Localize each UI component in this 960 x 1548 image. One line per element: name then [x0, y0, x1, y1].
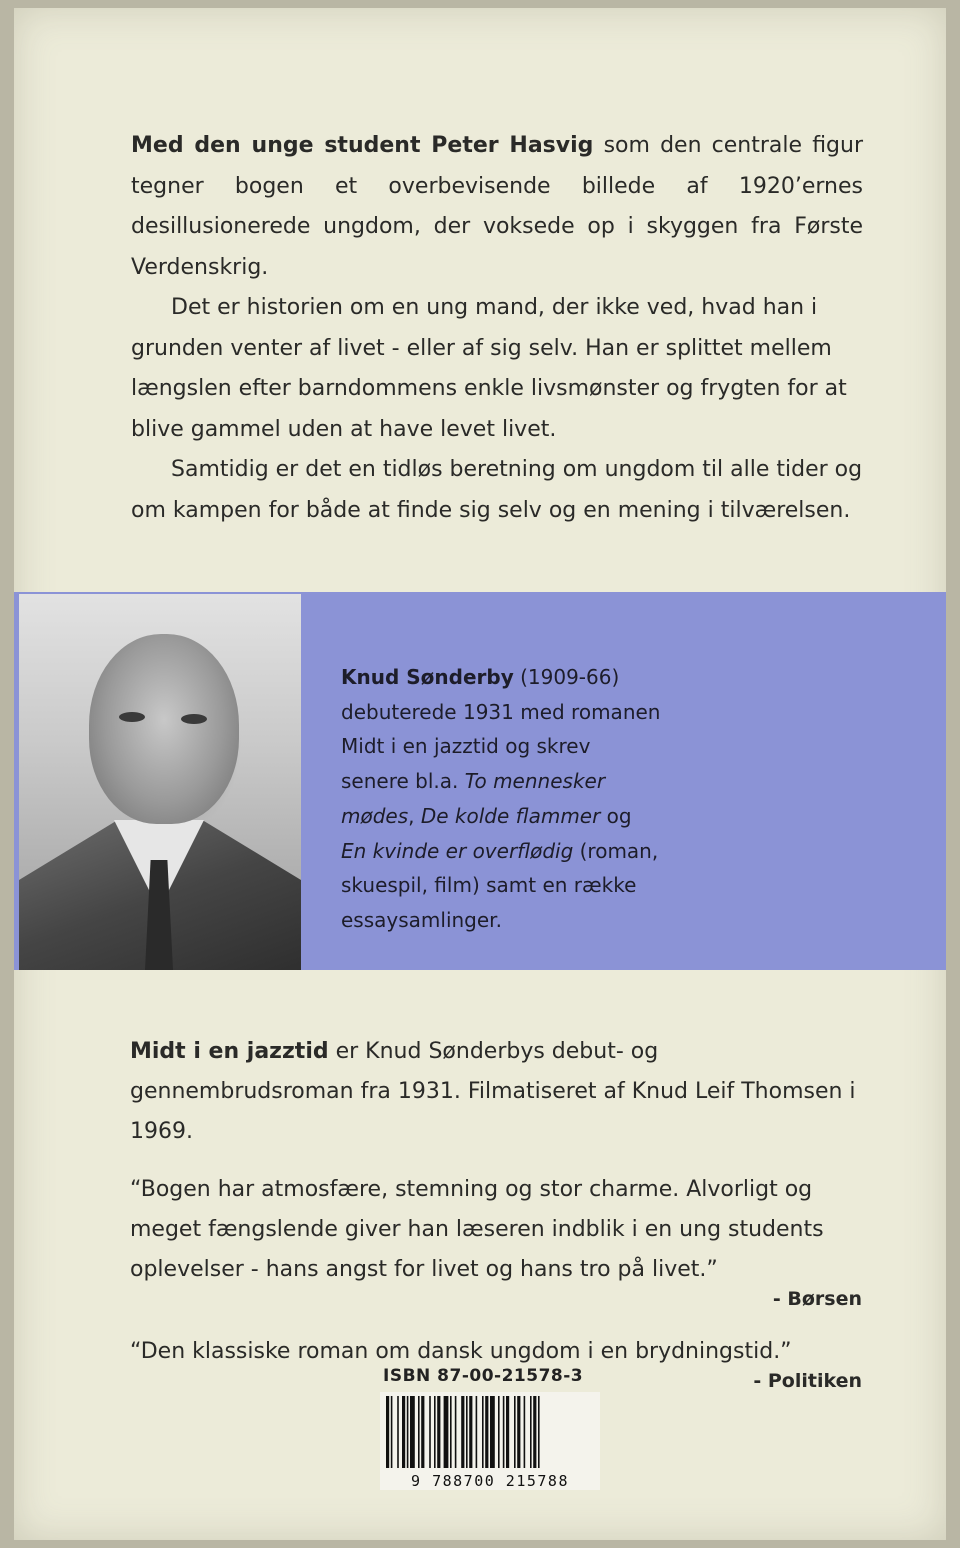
barcode-bar [533, 1396, 536, 1468]
photo-eye-right [181, 714, 207, 724]
photo-face [89, 634, 239, 824]
author-sep-2: og [600, 803, 632, 828]
barcode-bar [476, 1396, 478, 1468]
barcode-bar [402, 1396, 405, 1468]
barcode-bar [517, 1396, 520, 1468]
author-title-3: En kvinde er overflødig [341, 838, 574, 863]
barcode-bar [410, 1396, 415, 1468]
barcode-bar [485, 1396, 488, 1468]
barcode-bar [455, 1396, 457, 1468]
author-name: Knud Sønderby [341, 665, 514, 689]
blurb-paragraph-1 [131, 126, 863, 288]
barcode-bar [397, 1396, 399, 1468]
barcode-bar [421, 1396, 424, 1468]
barcode-digits: 9 788700 215788 [411, 1472, 569, 1490]
barcode-bar [407, 1396, 409, 1468]
author-bio [341, 660, 661, 938]
quote-2-text: “Den klassiske roman om dansk ungdom i en brydningstid.” [130, 1339, 792, 1364]
barcode-bar [538, 1396, 540, 1468]
author-years: (1909-66) [513, 665, 620, 689]
barcode [380, 1392, 600, 1490]
barcode-bar [506, 1396, 509, 1468]
barcode-bar [503, 1396, 505, 1468]
barcode-bar [482, 1396, 484, 1468]
barcode-bar [386, 1396, 389, 1468]
author-bio-b: (roman, skuespil, film) samt en række essaysamlinger. [341, 838, 659, 932]
quote-2-source: - Politiken [753, 1370, 862, 1392]
author-bio-text [341, 660, 661, 938]
author-bio-a: debuterede 1931 med romanen Midt i en jazztid og skrev senere bl.a. [341, 699, 661, 794]
barcode-bar [437, 1396, 440, 1468]
barcode-bar [434, 1396, 436, 1468]
about-book [130, 1032, 862, 1152]
barcode-bar [444, 1396, 449, 1468]
barcode-bar [418, 1396, 420, 1468]
photo-eye-left [119, 712, 145, 722]
blurb-paragraph-2: Det er historien om en ung mand, der ikke ved, hvad han i grunden venter af livet - eller af sig selv. Han er splittet mellem længslen efter barndommens enkle livsmønster og frygten for at blive gammel uden at have levet livet. [131, 295, 847, 442]
barcode-bar [514, 1396, 516, 1468]
about-title-bold: Midt i en jazztid [130, 1039, 329, 1064]
barcode-bar [524, 1396, 526, 1468]
barcode-bar [391, 1396, 393, 1468]
about-rest: er Knud Sønderbys debut- og gennembrudsroman fra 1931. Filmatiseret af Knud Leif Thomsen i 1969. [130, 1039, 856, 1144]
barcode-bar [429, 1396, 431, 1468]
barcode-bar [530, 1396, 532, 1468]
author-photo [19, 594, 301, 970]
blurb-lead-rest: som den centrale figur tegner bogen et overbevisende billede af 1920’ernes desillusionerede ungdom, der voksede op i skyggen fra Første Verdenskrig. [131, 133, 864, 280]
author-sep-1: , [408, 803, 421, 828]
barcode-bar [450, 1396, 452, 1468]
barcode-bar [490, 1396, 495, 1468]
book-back-cover [14, 8, 946, 1540]
quote-1-source: - Børsen [772, 1288, 862, 1310]
blurb-lead-bold: Med den unge student Peter Hasvig [131, 133, 594, 158]
barcode-bar [469, 1396, 472, 1468]
author-title-1: To mennesker mødes [341, 769, 606, 828]
blurb [131, 126, 863, 531]
barcode-bars [380, 1392, 600, 1472]
barcode-bar [498, 1396, 500, 1468]
blurb-paragraph-3: Samtidig er det en tidløs beretning om ungdom til alle tider og om kampen for både at finde sig selv og en mening i tilværelsen. [131, 457, 863, 523]
lower-section [130, 1032, 862, 1396]
quote-1-text: “Bogen har atmosfære, stemning og stor charme. Alvorligt og meget fængslende giver han læseren indblik i en ung students oplevelser - hans angst for livet og hans tro på livet.” [130, 1177, 824, 1282]
barcode-bar [466, 1396, 468, 1468]
barcode-bar [461, 1396, 464, 1468]
isbn-label: ISBN 87-00-21578-3 [383, 1366, 584, 1386]
author-title-2: De kolde flammer [420, 803, 601, 828]
